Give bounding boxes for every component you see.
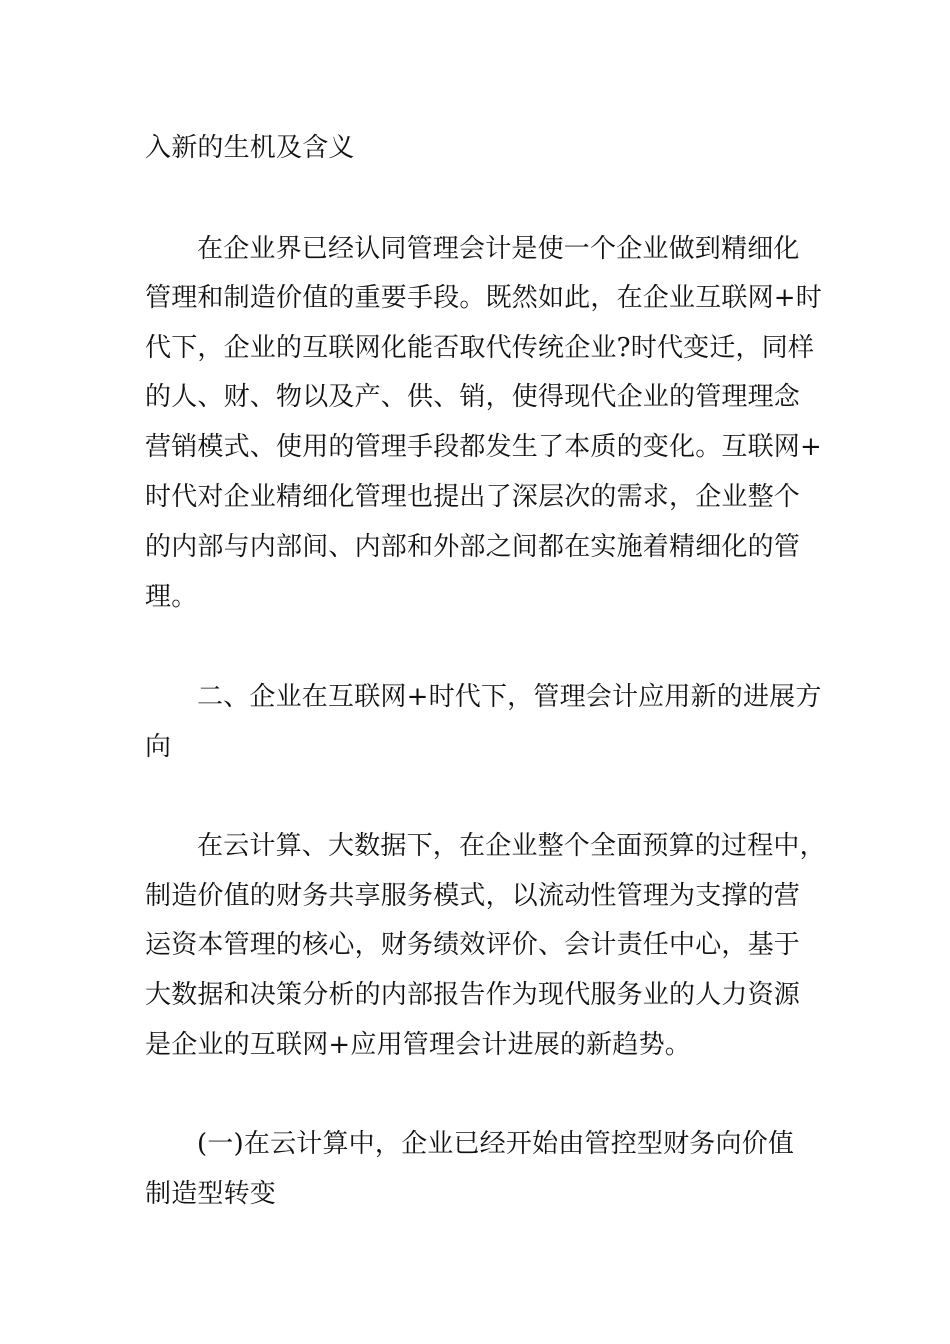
subsection-heading: 制造型转变 [145, 1179, 277, 1209]
text-line: 是企业的互联网+应用管理会计进展的新趋势。 [145, 1030, 691, 1060]
section-heading: 二、企业在互联网+时代下，管理会计应用新的进展方 [197, 682, 822, 712]
text-line: 理。 [145, 582, 198, 612]
text-line: 入新的生机及含义 [145, 133, 355, 163]
section-heading: 向 [145, 732, 172, 762]
text-line: 大数据和决策分析的内部报告作为现代服务业的人力资源 [145, 980, 801, 1010]
text-line: 的人、财、物以及产、供、销，使得现代企业的管理理念 [145, 382, 801, 412]
text-line: 的内部与内部间、内部和外部之间都在实施着精细化的管 [145, 532, 801, 562]
text-line: 运资本管理的核心，财务绩效评价、会计责任中心，基于 [145, 930, 801, 960]
text-line: 时代对企业精细化管理也提出了深层次的需求，企业整个 [145, 482, 801, 512]
subsection-heading: (一)在云计算中，企业已经开始由管控型财务向价值 [197, 1129, 795, 1159]
text-line: 制造价值的财务共享服务模式，以流动性管理为支撑的营 [145, 881, 801, 911]
text-line: 管理和制造价值的重要手段。既然如此，在企业互联网+时 [145, 283, 822, 313]
text-line: 在云计算、大数据下，在企业整个全面预算的过程中， [197, 831, 826, 861]
text-line: 营销模式、使用的管理手段都发生了本质的变化。互联网+ [145, 432, 822, 462]
text-line: 在企业界已经认同管理会计是使一个企业做到精细化 [197, 234, 800, 264]
text-line: 代下，企业的互联网化能否取代传统企业?时代变迁，同样 [145, 333, 815, 363]
